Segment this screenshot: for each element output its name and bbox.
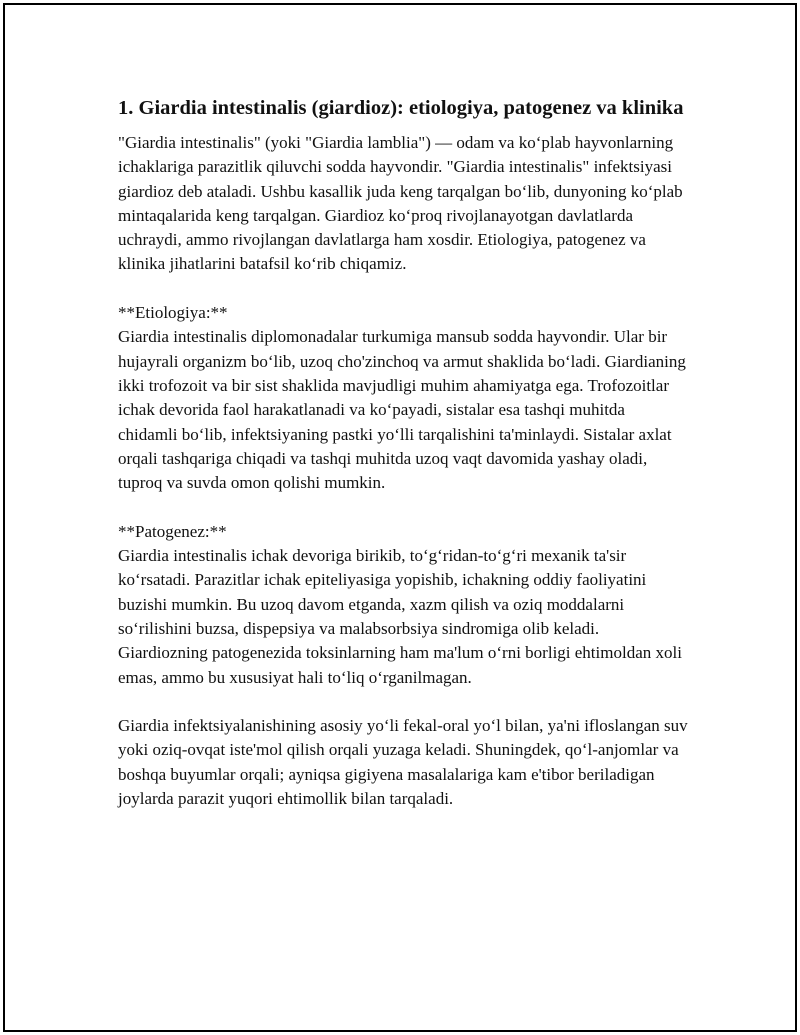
pathogenesis-heading: **Patogenez:**	[118, 521, 227, 541]
pathogenesis-section	[118, 520, 688, 690]
intro-paragraph: "Giardia intestinalis" (yoki "Giardia lamblia") — odam va ko‘plab hayvonlarning ichaklariga parazitlik qiluvchi sodda hayvondir. "Giardia intestinalis" infektsiyasi giardioz deb ataladi. Ushbu kasallik juda keng tarqalgan bo‘lib, dunyoning ko‘plab mintaqalarida keng tarqalgan. Giardioz ko‘proq rivojlanayotgan davlatlarda uchraydi, ammo rivojlangan davlatlarga ham xosdir. Etiologiya, patogenez va klinika jihatlarini batafsil ko‘rib chiqamiz.	[118, 133, 683, 274]
pathogenesis-text: Giardia intestinalis ichak devoriga birikib, to‘g‘ridan-to‘g‘ri mexanik ta'sir ko‘rsatadi. Parazitlar ichak epiteliyasiga yopishib, ichakning oddiy faoliyatini buzishi mumkin. Bu uzoq davom etganda, xazm qilish va oziq moddalarni so‘rilishini buzsa, dispepsiya va malabsorbsiya sindromiga olib keladi. Giardiozning patogenezida toksinlarning ham ma'lum o‘rni borligi ehtimoldan xoli emas, ammo bu xususiyat hali to‘liq o‘rganilmagan.	[118, 546, 682, 687]
document-title: 1. Giardia intestinalis (giardioz): etiologiya, patogenez va klinika	[118, 97, 684, 119]
etiology-section	[118, 301, 688, 495]
transmission-paragraph: Giardia infektsiyalanishining asosiy yo‘li fekal-oral yo‘l bilan, ya'ni ifloslangan suv yoki oziq-ovqat iste'mol qilish orqali yuzaga keladi. Shuningdek, qo‘l-anjomlar va boshqa buyumlar orqali; ayniqsa gigiyena masalalariga kam e'tibor beriladigan joylarda parazit yuqori ehtimollik bilan tarqaladi.	[118, 716, 688, 809]
etiology-text: Giardia intestinalis diplomonadalar turkumiga mansub sodda hayvondir. Ular bir hujayrali organizm bo‘lib, uzoq cho'zinchoq va armut shaklida bo‘ladi. Giardianing ikki trofozoit va bir sist shaklida mavjudligi muhim ahamiyatga ega. Trofozoitlar ichak devorida faol harakatlanadi va ko‘payadi, sistalar esa tashqi muhitda chidamli bo‘lib, infektsiyaning pastki yo‘lli tarqalishini ta'minlaydi. Sistalar axlat orqali tashqariga chiqadi va tashqi muhitda uzoq vaqt davomida yashay oladi, tuproq va suvda omon qolishi mumkin.	[118, 327, 686, 493]
document-body	[118, 94, 688, 836]
etiology-heading: **Etiologiya:**	[118, 303, 228, 323]
